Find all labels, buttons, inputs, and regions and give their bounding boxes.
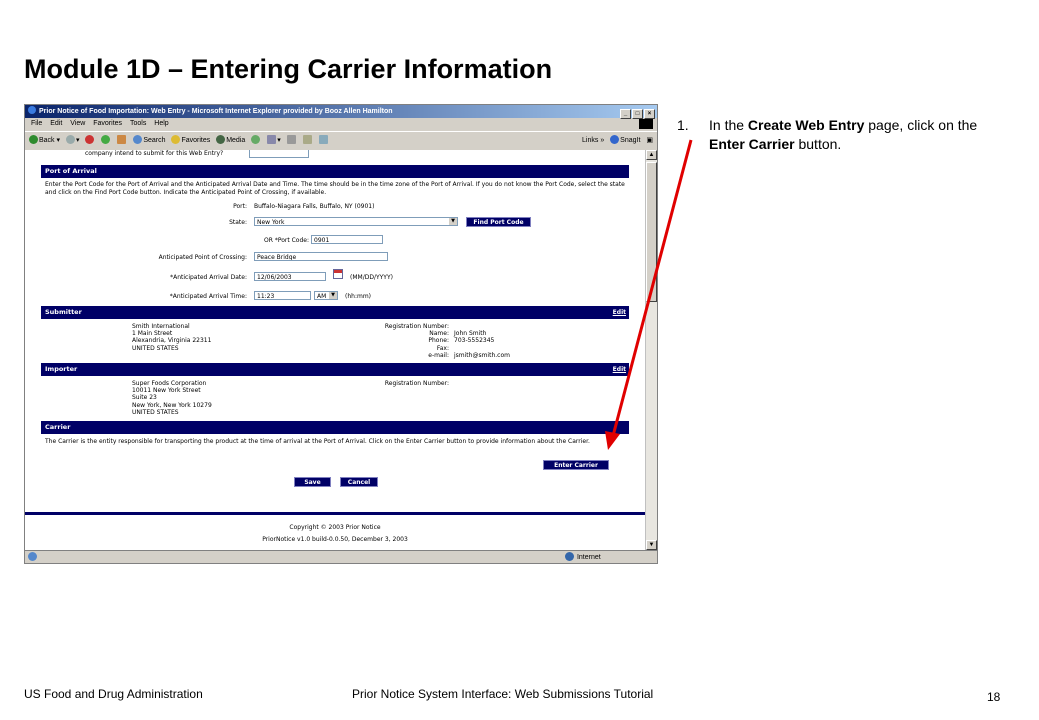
copyright-text: Copyright © 2003 Prior Notice	[289, 524, 381, 531]
browser-title: Prior Notice of Food Importation: Web Entry - Microsoft Internet Explorer provided by Booz Allen Hamilton	[39, 108, 393, 115]
close-button[interactable]: ×	[644, 109, 655, 119]
forward-button[interactable]: ▾	[66, 132, 80, 150]
snagit-button[interactable]: SnagIt	[620, 137, 641, 144]
snagit-extra-icon: ▣	[646, 137, 653, 144]
port-code-label: OR *Port Code:	[264, 237, 309, 244]
submitter-header: Submitter Edit	[41, 306, 629, 319]
arrival-time-input[interactable]: 11:23	[254, 291, 311, 300]
ampm-select[interactable]: AM ▼	[314, 291, 338, 300]
enter-carrier-button[interactable]: Enter Carrier	[543, 460, 609, 470]
importer-address: Super Foods Corporation 10011 New York Street Suite 23 New York, New York 10279 UNITED STATES	[132, 380, 212, 416]
port-value: Buffalo-Niagara Falls, Buffalo, NY (0901)	[254, 203, 375, 210]
date-format-hint: (MM/DD/YYYY)	[350, 274, 393, 281]
carrier-header: Carrier	[41, 421, 629, 434]
mail-button[interactable]: ▾	[267, 132, 281, 150]
menu-favorites[interactable]: Favorites	[93, 120, 123, 127]
chevron-down-icon: ▼	[449, 218, 457, 225]
search-button[interactable]: Search	[133, 132, 165, 150]
favorites-button[interactable]: Favorites	[171, 132, 210, 150]
port-of-arrival-header: Port of Arrival	[41, 165, 629, 178]
maximize-button[interactable]: □	[632, 109, 643, 119]
crossing-input[interactable]: Peace Bridge	[254, 252, 388, 261]
page-number: 18	[987, 690, 1001, 704]
version-text: PriorNotice v1.0 build-0.0.50, December 3, 2003	[262, 536, 408, 543]
arrow-head-icon	[605, 431, 620, 450]
importer-registration-label: Registration Number:	[384, 380, 449, 387]
port-code-input[interactable]: 0901	[311, 235, 383, 244]
browser-toolbar: Back ▾ ▾ Search Favorites Media ▾ Links » SnagIt ▣	[25, 131, 657, 151]
top-cut-question: company intend to submit for this Web Entry?	[85, 150, 224, 157]
zone-indicator: Internet	[565, 551, 601, 564]
arrow-line	[613, 140, 691, 436]
submitter-contact-values: John Smith 703-5552345 jsmith@smith.com	[454, 330, 510, 359]
time-format-hint: (hh:mm)	[345, 293, 371, 300]
instruction-number: 1.	[677, 117, 689, 133]
submitter-address: Smith International 1 Main Street Alexandria, Virginia 22311 UNITED STATES	[132, 323, 212, 352]
submitter-edit-link[interactable]: Edit	[612, 309, 626, 316]
back-button[interactable]: Back ▾	[29, 132, 60, 150]
scroll-down-icon[interactable]: ▼	[646, 540, 657, 550]
arrival-date-input[interactable]: 12/06/2003	[254, 272, 326, 281]
menu-help[interactable]: Help	[154, 120, 169, 127]
submitter-contact-labels: Registration Number: Name: Phone: Fax: e-mail:	[384, 323, 449, 359]
links-label[interactable]: Links	[582, 137, 599, 144]
footer-organization: US Food and Drug Administration	[24, 687, 203, 701]
media-button[interactable]: Media	[216, 132, 245, 150]
importer-header: Importer Edit	[41, 363, 629, 376]
slide-title: Module 1D – Entering Carrier Information	[24, 54, 553, 84]
state-select[interactable]: New York ▼	[254, 217, 458, 226]
cancel-button[interactable]: Cancel	[340, 477, 378, 487]
importer-edit-link[interactable]: Edit	[612, 366, 626, 373]
find-port-code-button[interactable]: Find Port Code	[466, 217, 531, 227]
carrier-description: The Carrier is the entity responsible for transporting the product at the time of arrival at the Port of Arrival. Click on the Enter Carrier button to provide information about the Carrier.	[45, 438, 590, 445]
port-label: Port:	[233, 203, 247, 210]
scroll-up-icon[interactable]: ▲	[646, 150, 657, 160]
minimize-button[interactable]: _	[620, 109, 631, 119]
instruction-text: In the Create Web Entry page, click on the Enter Carrier button.	[709, 117, 978, 152]
port-description: Enter the Port Code for the Port of Arrival and the Anticipated Arrival Date and Time. The time should be in the time zone of the Port of Arrival. If you do not know the Port Code, select the state and click on the Find Port Code button. Indicate the Anticipated Point of Crossing, if available.	[45, 181, 625, 196]
crossing-label: Anticipated Point of Crossing:	[158, 254, 247, 261]
save-button[interactable]: Save	[294, 477, 331, 487]
chevron-down-icon: ▼	[329, 292, 337, 299]
menu-tools[interactable]: Tools	[130, 120, 147, 127]
footer-tutorial-title: Prior Notice System Interface: Web Submissions Tutorial	[352, 687, 654, 701]
menu-view[interactable]: View	[70, 120, 86, 127]
menu-file[interactable]: File	[31, 120, 43, 127]
arrival-date-label: *Anticipated Arrival Date:	[170, 274, 247, 281]
arrival-time-label: *Anticipated Arrival Time:	[169, 293, 247, 300]
state-label: State:	[229, 219, 247, 226]
menu-edit[interactable]: Edit	[50, 120, 63, 127]
